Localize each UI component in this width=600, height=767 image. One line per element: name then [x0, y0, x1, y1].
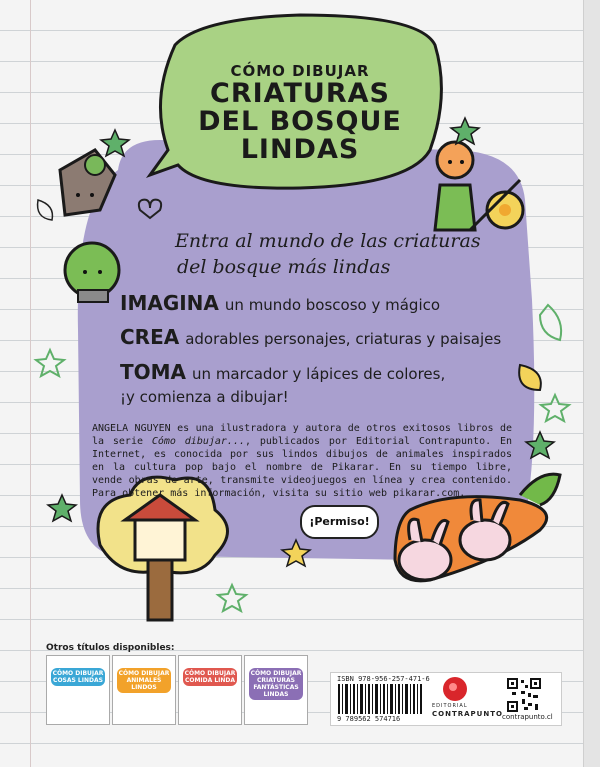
bullet-imagina: IMAGINA un mundo boscoso y mágico [120, 291, 441, 315]
bullet-toma-cont: ¡y comienza a dibujar! [120, 388, 289, 406]
book-thumb-cosas: CÓMO DIBUJAR COSAS LINDAS [46, 655, 110, 725]
title-line-3: LINDAS [240, 134, 360, 165]
intro-text [175, 228, 535, 280]
publisher-logo-icon [440, 676, 470, 702]
title-line-2: DEL BOSQUE [198, 106, 402, 137]
bullet-crea: CREA adorables personajes, criaturas y paisajes [120, 325, 502, 349]
book-thumb-criaturas-fantasticas: CÓMO DIBUJAR CRIATURAS FANTÁSTICAS LINDAS [244, 655, 308, 725]
star-icon [101, 130, 129, 156]
other-titles-label: Otros títulos disponibles: [46, 643, 175, 653]
publisher-name: CONTRAPUNTO [432, 710, 503, 718]
publisher-sub: EDITORIAL [432, 703, 468, 709]
leaf-icon [38, 200, 53, 220]
book-thumb-comida: CÓMO DIBUJAR COMIDA LINDA [178, 655, 242, 725]
star-icon [36, 350, 64, 376]
publisher-website[interactable]: contrapunto.cl [502, 713, 553, 721]
title-block [190, 62, 410, 164]
star-icon [541, 395, 569, 421]
star-icon [48, 495, 76, 521]
leaf-icon [540, 305, 561, 340]
barcode-number: 9 789562 574716 [337, 715, 401, 723]
qr-code-icon [506, 677, 542, 713]
intro-line-2: del bosque más lindas [177, 256, 391, 278]
author-bio: ANGELA NGUYEN es una ilustradora y autora de otros exitosos libros de la serie Cómo dibujar..., publicados por Editorial Contrapunto. En Internet, es conocida por sus lindos dibujos de animales inspirados en la cultura pop bajo el nombre de Pikarar. En su tiempo libre, vende obras de arte, transmite videojuegos en línea y crea contenido. Para obtener más información, visita su sitio web pikarar.com. [92, 423, 512, 499]
barcode-icon [338, 684, 422, 714]
star-icon [451, 118, 479, 144]
title-kicker: CÓMO DIBUJAR [230, 62, 370, 80]
fairy-icon [435, 142, 475, 230]
book-thumb-animales: CÓMO DIBUJAR ANIMALES LINDOS [112, 655, 176, 725]
intro-line-1: Entra al mundo de las criaturas [175, 230, 481, 252]
bullet-toma: TOMA un marcador y lápices de colores, [120, 360, 446, 384]
star-icon [218, 585, 246, 611]
isbn-label: ISBN 978-956-257-471-6 [337, 675, 430, 683]
title-line-1: CRIATURAS [210, 78, 390, 109]
permiso-speech-bubble: ¡Permiso! [300, 505, 379, 539]
